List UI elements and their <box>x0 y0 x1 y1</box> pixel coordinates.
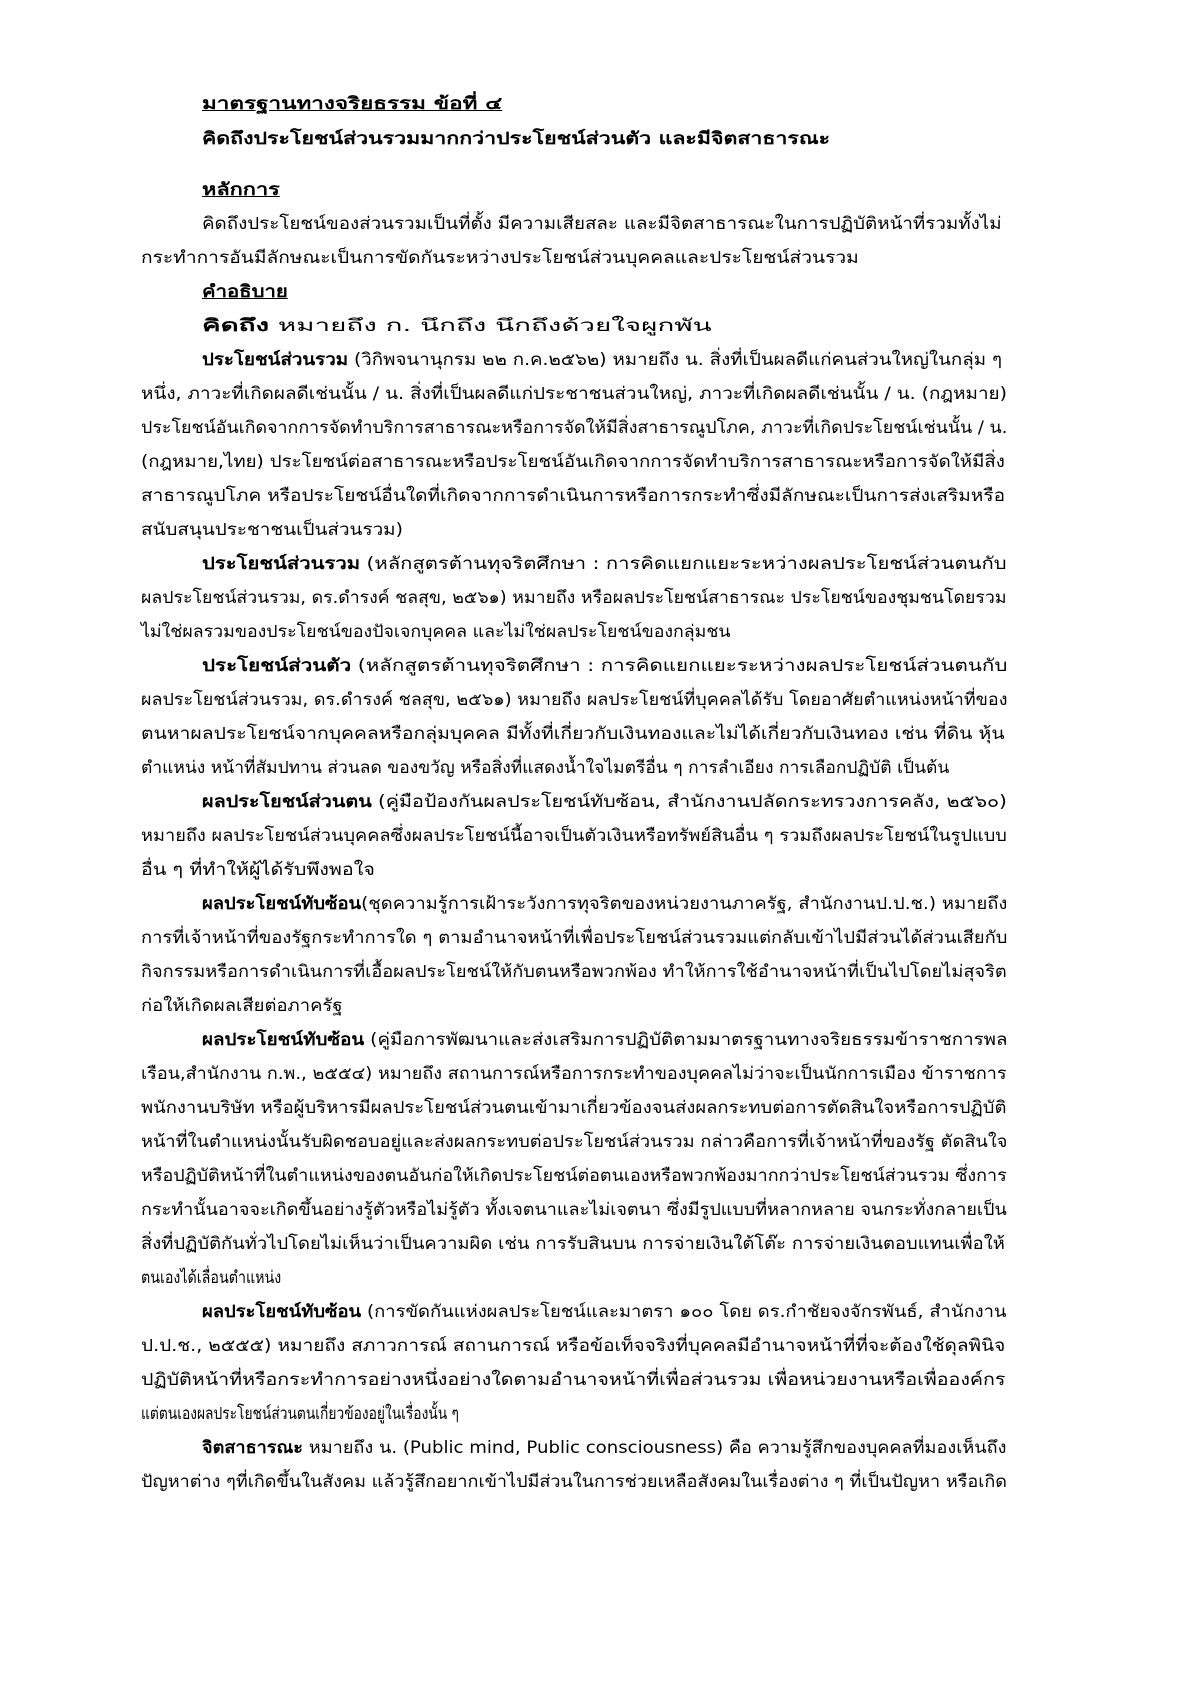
definition-line: การที่เจ้าหน้าที่ของรัฐกระทำการใด ๆ ตามอำนาจหน้าที่เพื่อประโยชน์ส่วนรวมแต่กลับเข้าไปมีส่วนได้ส่วนเสียกับ <box>141 928 1008 948</box>
definition-term: คิดถึง <box>202 316 270 336</box>
standard-subtitle: คิดถึงประโยชน์ส่วนรวมมากกว่าประโยชน์ส่วนตัว และมีจิตสาธารณะ <box>202 129 831 149</box>
definition-line: หนึ่ง, ภาวะที่เกิดผลดีเช่นนั้น / น. สิ่งที่เป็นผลดีแก่ประชาชนส่วนใหญ่, ภาวะที่เกิดผลดีเช่นนั้น / น. (กฎหมาย) <box>141 384 1007 404</box>
definition-line: ปฏิบัติหน้าที่หรือกระทำการอย่างหนึ่งอย่างใดตามอำนาจหน้าที่เพื่อส่วนรวม เพื่อหน่วยงานหรือเพื่อองค์กร <box>141 1370 1006 1390</box>
definition-line: พนักงานบริษัท หรือผู้บริหารมีผลประโยชน์ส่วนตนเข้ามาเกี่ยวข้องจนส่งผลกระทบต่อการตัดสินใจหรือการปฏิบัติ <box>141 1098 1007 1118</box>
definition-text: (วิกิพจนานุกรม ๒๒ ก.ค.๒๕๖๒) หมายถึง น. สิ่งที่เป็นผลดีแก่คนส่วนใหญ่ในกลุ่ม ๆ <box>348 350 1003 370</box>
definition-line: ตำแหน่ง หน้าที่สัมปทาน ส่วนลด ของขวัญ หรือสิ่งที่แสดงน้ำใจไมตรีอื่น ๆ การลำเอียง การเลือกปฏิบัติ เป็นต้น <box>141 758 950 778</box>
definition-text: หมายถึง น. (Public mind, Public consciousness) คือ ความรู้สึกของบุคคลที่มองเห็นถึง <box>303 1438 1007 1458</box>
definition-term: ผลประโยชน์ทับซ้อน <box>202 1302 362 1322</box>
definition-line: หน้าที่ในตำแหน่งนั้นรับผิดชอบอยู่และส่งผลกระทบต่อประโยชน์ส่วนรวม กล่าวคือการที่เจ้าหน้าที่ของรัฐ ตัดสินใจ <box>141 1132 1008 1152</box>
definition-line: ปัญหาต่าง ๆที่เกิดขึ้นในสังคม แล้วรู้สึกอยากเข้าไปมีส่วนในการช่วยเหลือสังคมในเรื่องต่าง ๆ ที่เป็นปัญหา หรือเกิด <box>141 1472 1008 1492</box>
definition-line: ไม่ใช่ผลรวมของประโยชน์ของปัจเจกบุคคล และไม่ใช่ผลประโยชน์ของกลุ่มชน <box>141 622 731 642</box>
definition-line: สิ่งที่ปฏิบัติกันทั่วไปโดยไม่เห็นว่าเป็นความผิด เช่น การรับสินบน การจ่ายเงินใต้โต๊ะ การจ่ายเงินตอบแทนเพื่อให้ <box>141 1234 1005 1254</box>
standard-heading: มาตรฐานทางจริยธรรม ข้อที่ ๔ <box>202 94 503 114</box>
definition-line: (กฎหมาย,ไทย) ประโยชน์ต่อสาธารณะหรือประโยชน์อันเกิดจากการจัดทำบริการสาธารณะหรือการจัดให้มีสิ่ง <box>141 452 1005 472</box>
definition-line: กิจกรรมหรือการดำเนินการที่เอื้อผลประโยชน์ให้กับตนหรือพวกพ้อง ทำให้การใช้อำนาจหน้าที่เป็นไปโดยไม่สุจริต <box>141 962 1007 982</box>
definition-line: กระทำนั้นอาจจะเกิดขึ้นอย่างรู้ตัวหรือไม่รู้ตัว ทั้งเจตนาและไม่เจตนา ซึ่งมีรูปแบบที่หลากหลาย จนกระทั่งกลายเป็น <box>141 1200 1007 1220</box>
definition-line: สนับสนุนประชาชนเป็นส่วนรวม) <box>141 520 403 540</box>
definition-line: หรือปฏิบัติหน้าที่ในตำแหน่งของตนอันก่อให้เกิดประโยชน์ต่อตนเองหรือพวกพ้องมากกว่าประโยชน์ส่วนรวม ซึ่งการ <box>141 1166 1007 1186</box>
explanation-heading: คำอธิบาย <box>202 282 288 302</box>
definition-term: ผลประโยชน์ทับซ้อน <box>202 894 362 914</box>
definition-line: ผลประโยชน์ส่วนรวม, ดร.ดำรงค์ ชลสุข, ๒๕๖๑) หมายถึง ผลประโยชน์ที่บุคคลได้รับ โดยอาศัยตำแหน่งหน้าที่ของ <box>141 690 1008 710</box>
principle-line: คิดถึงประโยชน์ของส่วนรวมเป็นที่ตั้ง มีความเสียสละ และมีจิตสาธารณะในการปฏิบัติหน้าที่รวมทั้งไม่ <box>202 214 1002 234</box>
definition-line: เรือน,สำนักงาน ก.พ., ๒๕๕๔) หมายถึง สถานการณ์หรือการกระทำของบุคคลไม่ว่าจะเป็นนักการเมือง ข้าราชการ <box>141 1064 1007 1084</box>
definition-line: ผลประโยชน์ส่วนรวม, ดร.ดำรงค์ ชลสุข, ๒๕๖๑) หมายถึง หรือผลประโยชน์สาธารณะ ประโยชน์ของชุมชนโดยรวม <box>141 588 1007 608</box>
definition-line: หมายถึง ผลประโยชน์ส่วนบุคคลซึ่งผลประโยชน์นี้อาจเป็นตัวเงินหรือทรัพย์สินอื่น ๆ รวมถึงผลประโยชน์ในรูปแบบ <box>141 826 1007 846</box>
definition-line: ตนหาผลประโยชน์จากบุคคลหรือกลุ่มบุคคล มีทั้งที่เกี่ยวกับเงินทองและไม่ได้เกี่ยวกับเงินทอง เช่น ที่ดิน หุ้น <box>141 724 1005 744</box>
principle-line: กระทำการอันมีลักษณะเป็นการขัดกันระหว่างประโยชน์ส่วนบุคคลและประโยชน์ส่วนรวม <box>141 248 859 268</box>
definition-line <box>202 1298 1006 1326</box>
definition-line <box>202 890 1007 918</box>
definition-line <box>202 1026 1008 1054</box>
definition-line: ประโยชน์อันเกิดจากการจัดทำบริการสาธารณะหรือการจัดให้มีสิ่งสาธารณูปโภค, ภาวะที่เกิดประโยชน์เช่นนั้น / น. <box>141 418 1008 438</box>
definition-term: ผลประโยชน์ส่วนตน <box>202 792 372 812</box>
definition-line: อื่น ๆ ที่ทำให้ผู้ได้รับพึงพอใจ <box>141 860 375 880</box>
definition-line <box>202 652 1007 680</box>
definition-term: ประโยชน์ส่วนรวม <box>202 350 349 370</box>
definition-line: ตนเองได้เลื่อนตำแหน่ง <box>141 1268 282 1288</box>
definition-line <box>202 550 1007 578</box>
definition-text: (ชุดความรู้การเฝ้าระวังการทุจริตของหน่วยงานภาครัฐ, สำนักงานป.ป.ช.) หมายถึง <box>361 894 1008 914</box>
definition-line <box>202 312 712 340</box>
definition-text: (คู่มือป้องกันผลประโยชน์ทับซ้อน, สำนักงานปลัดกระทรวงการคลัง, ๒๕๖๐) <box>371 792 1007 812</box>
definition-line: แต่ตนเองผลประโยชน์ส่วนตนเกี่ยวข้องอยู่ในเรื่องนั้น ๆ <box>141 1404 459 1424</box>
definition-line: สาธารณูปโภค หรือประโยชน์อื่นใดที่เกิดจากการดำเนินการหรือการกระทำซึ่งมีลักษณะเป็นการส่งเสริมหรือ <box>141 486 1006 506</box>
definition-line: ป.ป.ช., ๒๕๕๕) หมายถึง สภาวการณ์ สถานการณ์ หรือข้อเท็จจริงที่บุคคลมีอำนาจหน้าที่ที่จะต้องใช้ดุลพินิจ <box>141 1336 1006 1356</box>
definition-term: จิตสาธารณะ <box>202 1438 304 1458</box>
definition-term: ผลประโยชน์ทับซ้อน <box>202 1030 365 1050</box>
definition-text: หมายถึง ก. นึกถึง นึกถึงด้วยใจผูกพัน <box>269 316 712 336</box>
definition-text: (คู่มือการพัฒนาและส่งเสริมการปฏิบัติตามมาตรฐานทางจริยธรรมข้าราชการพล <box>364 1030 1008 1050</box>
definition-line <box>202 346 1002 374</box>
definition-text: (หลักสูตรต้านทุจริตศึกษา : การคิดแยกแยะระหว่างผลประโยชน์ส่วนตนกับ <box>360 554 1007 574</box>
definition-line <box>202 788 1007 816</box>
definition-text: (การขัดกันแห่งผลประโยชน์และมาตรา ๑๐๐ โดย ดร.กำชัยจงจักรพันธ์, สำนักงาน <box>361 1302 1007 1322</box>
definition-line <box>202 1434 1007 1462</box>
definition-term: ประโยชน์ส่วนตัว <box>202 656 352 676</box>
definition-line: ก่อให้เกิดผลเสียต่อภาครัฐ <box>141 996 343 1016</box>
principle-heading: หลักการ <box>202 180 280 200</box>
definition-term: ประโยชน์ส่วนรวม <box>202 554 361 574</box>
definition-text: (หลักสูตรต้านทุจริตศึกษา : การคิดแยกแยะระหว่างผลประโยชน์ส่วนตนกับ <box>351 656 1008 676</box>
